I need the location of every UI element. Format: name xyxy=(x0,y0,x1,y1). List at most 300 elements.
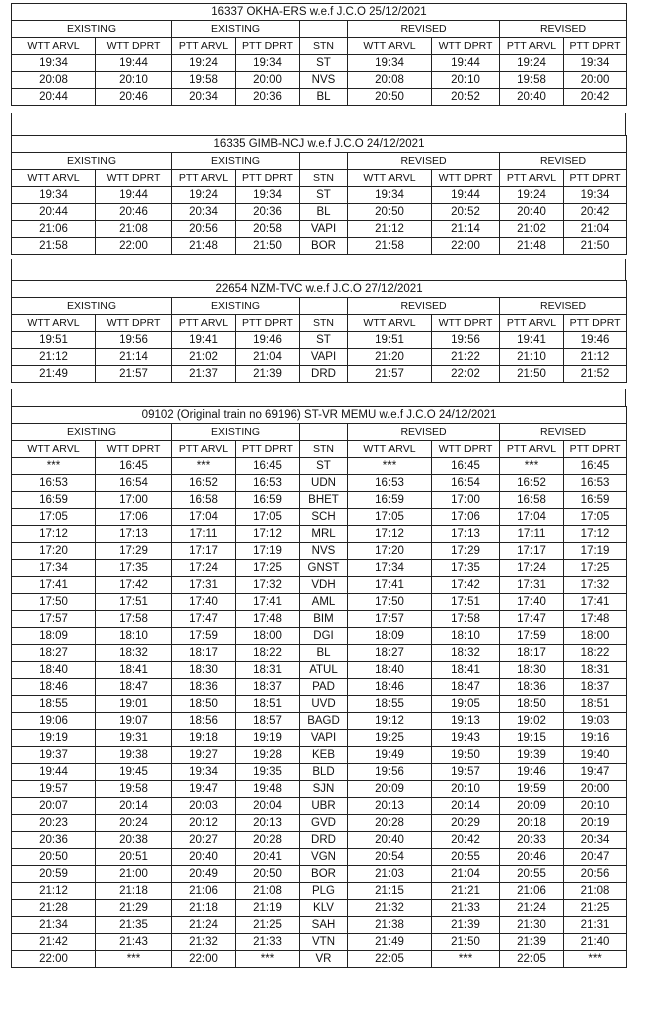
station-code-cell: UDN xyxy=(300,475,348,492)
time-cell: 18:41 xyxy=(432,662,500,679)
time-cell: 20:50 xyxy=(348,204,432,221)
time-cell: 20:28 xyxy=(348,815,432,832)
column-header: STN xyxy=(300,38,348,55)
time-cell: 18:51 xyxy=(564,696,627,713)
timetable-table xyxy=(11,3,627,106)
time-cell: 21:37 xyxy=(172,366,236,383)
time-cell: 17:25 xyxy=(564,560,627,577)
time-cell: 20:03 xyxy=(172,798,236,815)
column-header: PTT DPRT xyxy=(564,441,627,458)
time-cell: 20:50 xyxy=(12,849,96,866)
time-cell: 21:57 xyxy=(348,366,432,383)
station-code-cell: AML xyxy=(300,594,348,611)
time-cell: 21:04 xyxy=(564,221,627,238)
station-code-cell: DRD xyxy=(300,832,348,849)
station-code-cell: SJN xyxy=(300,781,348,798)
time-cell: 17:34 xyxy=(12,560,96,577)
table-row xyxy=(12,645,627,662)
time-cell: 19:41 xyxy=(500,332,564,349)
group-header-existing-ptt: EXISTING xyxy=(172,153,300,170)
group-header-revised-wtt: REVISED xyxy=(348,424,500,441)
table-row xyxy=(12,577,627,594)
time-cell: 20:12 xyxy=(172,815,236,832)
column-header: WTT ARVL xyxy=(348,38,432,55)
time-cell: 21:52 xyxy=(564,366,627,383)
time-cell: *** xyxy=(564,951,627,968)
train-title-row xyxy=(12,136,627,153)
table-row xyxy=(12,221,627,238)
column-header: STN xyxy=(300,441,348,458)
column-header: PTT DPRT xyxy=(564,38,627,55)
column-header-row xyxy=(12,441,627,458)
station-code-cell: ST xyxy=(300,187,348,204)
time-cell: 17:59 xyxy=(500,628,564,645)
time-cell: 17:05 xyxy=(348,509,432,526)
time-cell: 17:57 xyxy=(12,611,96,628)
time-cell: *** xyxy=(172,458,236,475)
time-cell: 18:32 xyxy=(96,645,172,662)
time-cell: 21:40 xyxy=(564,934,627,951)
time-cell: 18:17 xyxy=(172,645,236,662)
train-title: 22654 NZM-TVC w.e.f J.C.O 27/12/2021 xyxy=(12,281,627,298)
time-cell: 21:25 xyxy=(564,900,627,917)
time-cell: 21:24 xyxy=(500,900,564,917)
time-cell: 20:08 xyxy=(348,72,432,89)
group-header-row xyxy=(12,21,627,38)
time-cell: 20:09 xyxy=(500,798,564,815)
table-row xyxy=(12,747,627,764)
time-cell: 18:51 xyxy=(236,696,300,713)
group-header-blank xyxy=(300,153,348,170)
group-header-existing-wtt: EXISTING xyxy=(12,153,172,170)
group-header-row xyxy=(12,153,627,170)
column-header: WTT DPRT xyxy=(96,170,172,187)
time-cell: 17:57 xyxy=(348,611,432,628)
time-cell: 20:46 xyxy=(96,89,172,106)
time-cell: 17:41 xyxy=(236,594,300,611)
time-cell: 20:07 xyxy=(12,798,96,815)
time-cell: 20:28 xyxy=(236,832,300,849)
time-cell: *** xyxy=(236,951,300,968)
time-cell: 20:10 xyxy=(96,72,172,89)
time-cell: 16:45 xyxy=(96,458,172,475)
time-cell: 22:05 xyxy=(348,951,432,968)
time-cell: 21:00 xyxy=(96,866,172,883)
time-cell: 20:23 xyxy=(12,815,96,832)
time-cell: 17:32 xyxy=(236,577,300,594)
time-cell: 19:34 xyxy=(12,187,96,204)
time-cell: *** xyxy=(96,951,172,968)
time-cell: 18:55 xyxy=(348,696,432,713)
table-row xyxy=(12,187,627,204)
time-cell: *** xyxy=(348,458,432,475)
time-cell: 22:00 xyxy=(172,951,236,968)
section-spacer xyxy=(11,113,626,135)
time-cell: 19:28 xyxy=(236,747,300,764)
time-cell: 21:58 xyxy=(348,238,432,255)
time-cell: 19:40 xyxy=(564,747,627,764)
group-header-revised-wtt: REVISED xyxy=(348,298,500,315)
time-cell: 21:39 xyxy=(500,934,564,951)
station-code-cell: VAPI xyxy=(300,349,348,366)
train-title-row xyxy=(12,4,627,21)
table-row xyxy=(12,204,627,221)
station-code-cell: ST xyxy=(300,332,348,349)
time-cell: 19:06 xyxy=(12,713,96,730)
table-row xyxy=(12,866,627,883)
time-cell: 21:33 xyxy=(236,934,300,951)
time-cell: 17:35 xyxy=(96,560,172,577)
time-cell: 16:59 xyxy=(564,492,627,509)
time-cell: 21:12 xyxy=(12,349,96,366)
column-header: PTT ARVL xyxy=(500,441,564,458)
column-header: PTT DPRT xyxy=(236,441,300,458)
time-cell: 17:31 xyxy=(500,577,564,594)
time-cell: 20:09 xyxy=(348,781,432,798)
time-cell: 16:53 xyxy=(236,475,300,492)
time-cell: 17:51 xyxy=(96,594,172,611)
timetable-table xyxy=(11,135,627,255)
time-cell: 20:36 xyxy=(236,204,300,221)
time-cell: 20:55 xyxy=(432,849,500,866)
time-cell: 16:53 xyxy=(348,475,432,492)
table-row xyxy=(12,492,627,509)
time-cell: 17:50 xyxy=(348,594,432,611)
group-header-revised-wtt: REVISED xyxy=(348,21,500,38)
time-cell: 19:34 xyxy=(236,187,300,204)
group-header-revised-ptt: REVISED xyxy=(500,153,627,170)
group-header-existing-wtt: EXISTING xyxy=(12,298,172,315)
group-header-revised-ptt: REVISED xyxy=(500,21,627,38)
time-cell: 16:52 xyxy=(500,475,564,492)
time-cell: 17:17 xyxy=(172,543,236,560)
column-header: WTT ARVL xyxy=(348,315,432,332)
table-row xyxy=(12,849,627,866)
timetable-table xyxy=(11,406,627,968)
time-cell: 16:59 xyxy=(348,492,432,509)
column-header: WTT ARVL xyxy=(12,38,96,55)
table-row xyxy=(12,611,627,628)
time-cell: 16:45 xyxy=(564,458,627,475)
group-header-blank xyxy=(300,424,348,441)
time-cell: 19:57 xyxy=(12,781,96,798)
time-cell: 19:34 xyxy=(172,764,236,781)
time-cell: 21:19 xyxy=(236,900,300,917)
time-cell: 19:51 xyxy=(348,332,432,349)
time-cell: 21:50 xyxy=(432,934,500,951)
table-row xyxy=(12,332,627,349)
table-row xyxy=(12,628,627,645)
time-cell: 19:05 xyxy=(432,696,500,713)
time-cell: 21:06 xyxy=(172,883,236,900)
time-cell: 20:33 xyxy=(500,832,564,849)
table-row xyxy=(12,679,627,696)
time-cell: 17:41 xyxy=(12,577,96,594)
time-cell: 20:10 xyxy=(432,781,500,798)
time-cell: 17:58 xyxy=(96,611,172,628)
time-cell: 19:37 xyxy=(12,747,96,764)
time-cell: 17:11 xyxy=(500,526,564,543)
station-code-cell: BAGD xyxy=(300,713,348,730)
time-cell: 19:18 xyxy=(172,730,236,747)
station-code-cell: KEB xyxy=(300,747,348,764)
time-cell: 19:51 xyxy=(12,332,96,349)
time-cell: 21:15 xyxy=(348,883,432,900)
time-cell: 19:34 xyxy=(348,187,432,204)
time-cell: 21:12 xyxy=(564,349,627,366)
time-cell: 19:01 xyxy=(96,696,172,713)
time-cell: 16:45 xyxy=(432,458,500,475)
group-header-revised-ptt: REVISED xyxy=(500,298,627,315)
time-cell: 20:36 xyxy=(236,89,300,106)
time-cell: 21:49 xyxy=(12,366,96,383)
time-cell: 16:53 xyxy=(12,475,96,492)
time-cell: 20:40 xyxy=(172,849,236,866)
time-cell: 18:10 xyxy=(432,628,500,645)
table-row xyxy=(12,662,627,679)
station-code-cell: KLV xyxy=(300,900,348,917)
time-cell: 20:44 xyxy=(12,204,96,221)
time-cell: 17:13 xyxy=(96,526,172,543)
table-row xyxy=(12,730,627,747)
station-code-cell: GVD xyxy=(300,815,348,832)
time-cell: 20:56 xyxy=(172,221,236,238)
time-cell: 20:13 xyxy=(348,798,432,815)
column-header: PTT ARVL xyxy=(172,315,236,332)
time-cell: 20:52 xyxy=(432,89,500,106)
time-cell: 18:50 xyxy=(500,696,564,713)
time-cell: 18:09 xyxy=(12,628,96,645)
train-title: 09102 (Original train no 69196) ST-VR MEMU w.e.f J.C.O 24/12/2021 xyxy=(12,407,627,424)
station-code-cell: BHET xyxy=(300,492,348,509)
time-cell: 21:20 xyxy=(348,349,432,366)
station-code-cell: ATUL xyxy=(300,662,348,679)
time-cell: 17:58 xyxy=(432,611,500,628)
time-cell: 20:46 xyxy=(96,204,172,221)
time-cell: 20:36 xyxy=(12,832,96,849)
time-cell: 18:09 xyxy=(348,628,432,645)
time-cell: 22:00 xyxy=(432,238,500,255)
time-cell: 19:44 xyxy=(432,55,500,72)
time-cell: 16:52 xyxy=(172,475,236,492)
time-cell: 18:22 xyxy=(236,645,300,662)
time-cell: 19:16 xyxy=(564,730,627,747)
time-cell: 18:32 xyxy=(432,645,500,662)
time-cell: 21:02 xyxy=(172,349,236,366)
column-header: STN xyxy=(300,315,348,332)
column-header: WTT ARVL xyxy=(348,441,432,458)
time-cell: *** xyxy=(500,458,564,475)
time-cell: 19:48 xyxy=(236,781,300,798)
time-cell: 21:35 xyxy=(96,917,172,934)
table-row xyxy=(12,798,627,815)
time-cell: 17:42 xyxy=(96,577,172,594)
time-cell: 18:30 xyxy=(500,662,564,679)
station-code-cell: BOR xyxy=(300,866,348,883)
time-cell: 20:38 xyxy=(96,832,172,849)
station-code-cell: BL xyxy=(300,645,348,662)
time-cell: 19:58 xyxy=(500,72,564,89)
time-cell: 19:49 xyxy=(348,747,432,764)
time-cell: 19:45 xyxy=(96,764,172,781)
station-code-cell: VGN xyxy=(300,849,348,866)
time-cell: 17:41 xyxy=(348,577,432,594)
time-cell: 20:08 xyxy=(12,72,96,89)
time-cell: 20:29 xyxy=(432,815,500,832)
time-cell: 17:59 xyxy=(172,628,236,645)
time-cell: 20:40 xyxy=(500,204,564,221)
station-code-cell: BLD xyxy=(300,764,348,781)
time-cell: 18:37 xyxy=(564,679,627,696)
time-cell: 20:34 xyxy=(564,832,627,849)
time-cell: 21:06 xyxy=(12,221,96,238)
time-cell: 16:59 xyxy=(236,492,300,509)
column-header: PTT DPRT xyxy=(236,38,300,55)
time-cell: 18:27 xyxy=(12,645,96,662)
time-cell: 18:41 xyxy=(96,662,172,679)
table-row xyxy=(12,934,627,951)
train-title: 16337 OKHA-ERS w.e.f J.C.O 25/12/2021 xyxy=(12,4,627,21)
section-spacer xyxy=(11,259,626,280)
time-cell: 19:34 xyxy=(12,55,96,72)
time-cell: 19:46 xyxy=(236,332,300,349)
time-cell: 20:54 xyxy=(348,849,432,866)
timetable-table xyxy=(11,280,627,383)
column-header: PTT ARVL xyxy=(500,38,564,55)
station-code-cell: ST xyxy=(300,458,348,475)
time-cell: 20:52 xyxy=(432,204,500,221)
time-cell: 17:06 xyxy=(96,509,172,526)
station-code-cell: DRD xyxy=(300,366,348,383)
station-code-cell: SAH xyxy=(300,917,348,934)
column-header: WTT DPRT xyxy=(432,170,500,187)
time-cell: 19:34 xyxy=(236,55,300,72)
time-cell: 21:04 xyxy=(236,349,300,366)
time-cell: 21:21 xyxy=(432,883,500,900)
time-cell: 19:31 xyxy=(96,730,172,747)
station-code-cell: VR xyxy=(300,951,348,968)
table-row xyxy=(12,764,627,781)
time-cell: 18:50 xyxy=(172,696,236,713)
time-cell: 21:50 xyxy=(236,238,300,255)
time-cell: 20:42 xyxy=(564,204,627,221)
time-cell: 20:59 xyxy=(12,866,96,883)
time-cell: 17:40 xyxy=(172,594,236,611)
station-code-cell: NVS xyxy=(300,543,348,560)
station-code-cell: UVD xyxy=(300,696,348,713)
time-cell: 20:49 xyxy=(172,866,236,883)
time-cell: 17:00 xyxy=(96,492,172,509)
table-row xyxy=(12,526,627,543)
time-cell: 18:00 xyxy=(236,628,300,645)
time-cell: 21:33 xyxy=(432,900,500,917)
time-cell: 21:34 xyxy=(12,917,96,934)
station-code-cell: VTN xyxy=(300,934,348,951)
time-cell: 18:40 xyxy=(12,662,96,679)
time-cell: *** xyxy=(432,951,500,968)
time-cell: 19:02 xyxy=(500,713,564,730)
time-cell: 19:59 xyxy=(500,781,564,798)
column-header: PTT ARVL xyxy=(172,441,236,458)
time-cell: 19:46 xyxy=(564,332,627,349)
table-row xyxy=(12,366,627,383)
time-cell: 17:48 xyxy=(564,611,627,628)
train-title-row xyxy=(12,281,627,298)
time-cell: 21:08 xyxy=(236,883,300,900)
time-cell: 20:42 xyxy=(564,89,627,106)
table-row xyxy=(12,238,627,255)
time-cell: 18:46 xyxy=(348,679,432,696)
column-header: PTT DPRT xyxy=(236,315,300,332)
station-code-cell: ST xyxy=(300,55,348,72)
time-cell: 17:19 xyxy=(236,543,300,560)
time-cell: 19:44 xyxy=(12,764,96,781)
time-cell: 18:31 xyxy=(564,662,627,679)
time-cell: 18:56 xyxy=(172,713,236,730)
time-cell: 17:47 xyxy=(500,611,564,628)
time-cell: 19:43 xyxy=(432,730,500,747)
column-header: WTT ARVL xyxy=(348,170,432,187)
time-cell: 20:27 xyxy=(172,832,236,849)
time-cell: 21:14 xyxy=(96,349,172,366)
time-cell: 20:00 xyxy=(236,72,300,89)
column-header: PTT ARVL xyxy=(172,170,236,187)
time-cell: 17:47 xyxy=(172,611,236,628)
time-cell: 19:56 xyxy=(348,764,432,781)
time-cell: 19:47 xyxy=(172,781,236,798)
time-cell: 20:44 xyxy=(12,89,96,106)
time-cell: 20:00 xyxy=(564,781,627,798)
station-code-cell: DGI xyxy=(300,628,348,645)
time-cell: 17:20 xyxy=(12,543,96,560)
table-row xyxy=(12,349,627,366)
group-header-existing-ptt: EXISTING xyxy=(172,298,300,315)
train-title-row xyxy=(12,407,627,424)
time-cell: 21:32 xyxy=(172,934,236,951)
time-cell: 21:28 xyxy=(12,900,96,917)
time-cell: 20:50 xyxy=(236,866,300,883)
station-code-cell: UBR xyxy=(300,798,348,815)
time-cell: 20:46 xyxy=(500,849,564,866)
table-row xyxy=(12,560,627,577)
time-cell: 16:59 xyxy=(12,492,96,509)
table-row xyxy=(12,696,627,713)
time-cell: 17:34 xyxy=(348,560,432,577)
time-cell: 17:42 xyxy=(432,577,500,594)
time-cell: 22:00 xyxy=(96,238,172,255)
time-cell: 17:13 xyxy=(432,526,500,543)
time-cell: 18:30 xyxy=(172,662,236,679)
time-cell: 22:05 xyxy=(500,951,564,968)
time-cell: 17:40 xyxy=(500,594,564,611)
table-row xyxy=(12,594,627,611)
time-cell: 20:10 xyxy=(432,72,500,89)
table-row xyxy=(12,832,627,849)
column-header: WTT ARVL xyxy=(12,441,96,458)
time-cell: 17:04 xyxy=(172,509,236,526)
time-cell: 20:04 xyxy=(236,798,300,815)
time-cell: 20:24 xyxy=(96,815,172,832)
time-cell: 21:50 xyxy=(500,366,564,383)
time-cell: 21:49 xyxy=(348,934,432,951)
column-header: WTT DPRT xyxy=(96,441,172,458)
time-cell: 21:02 xyxy=(500,221,564,238)
time-cell: 20:18 xyxy=(500,815,564,832)
station-code-cell: BOR xyxy=(300,238,348,255)
time-cell: 19:58 xyxy=(96,781,172,798)
time-cell: 17:12 xyxy=(236,526,300,543)
column-header: WTT ARVL xyxy=(12,315,96,332)
